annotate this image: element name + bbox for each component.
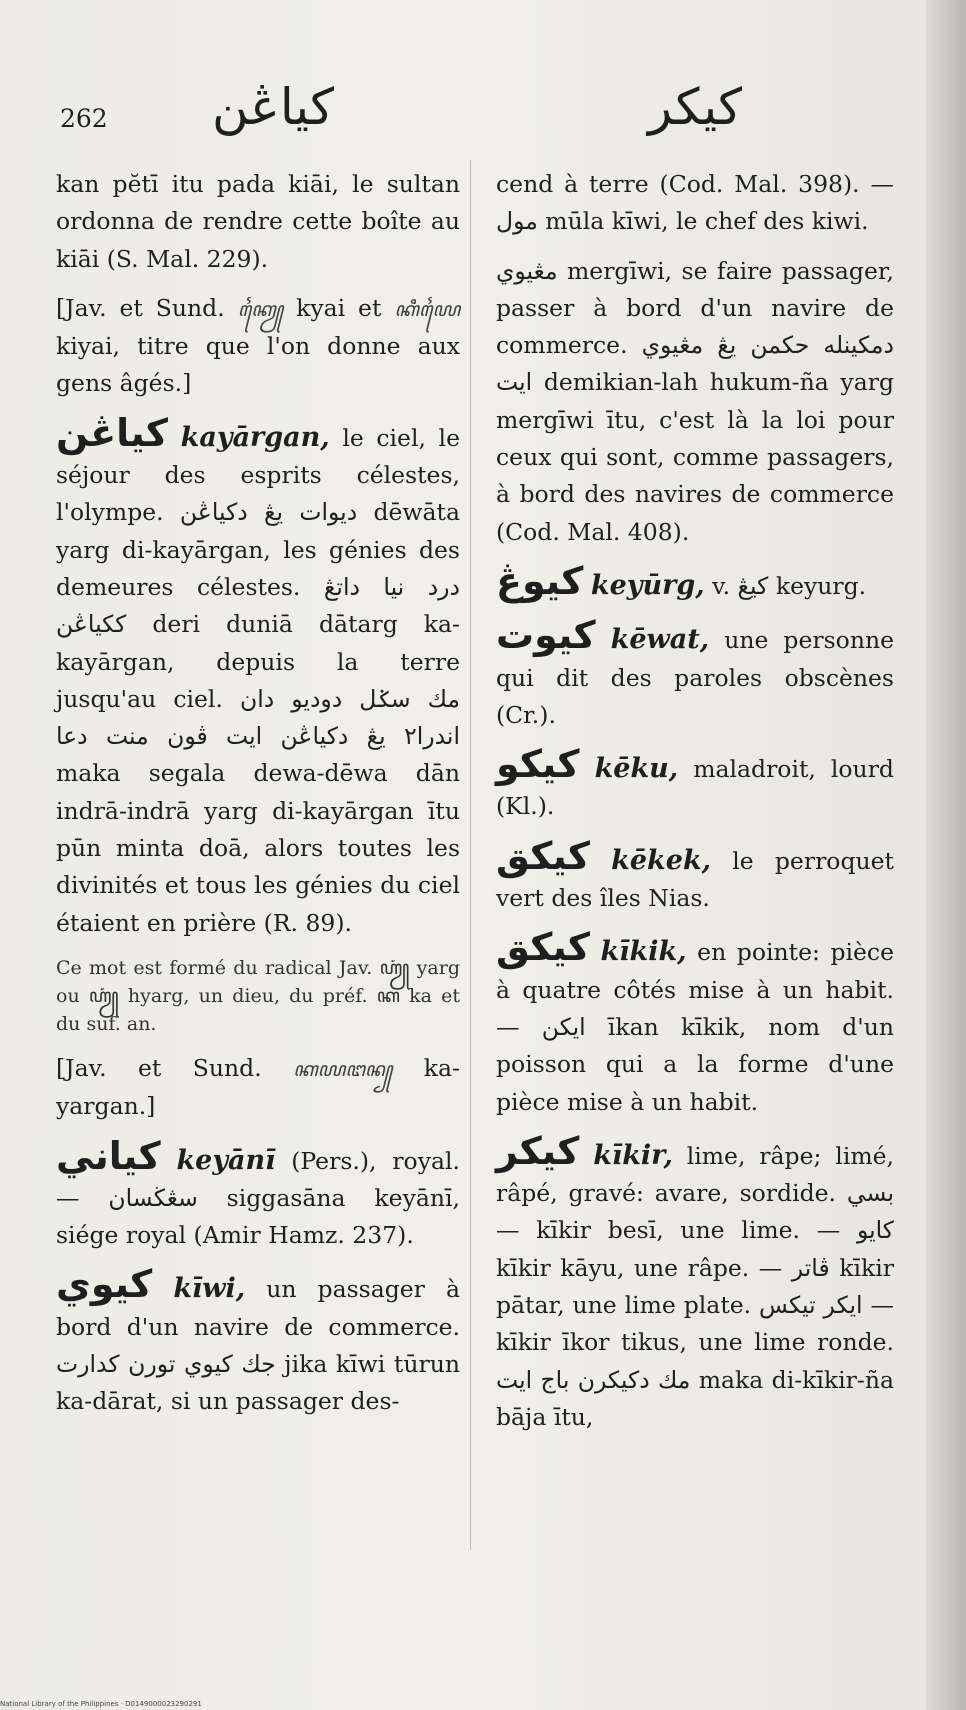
entry-kikir: كيكر kīkir, lime, râpe; limé, râpé, gravé: avare, sordide. بسي — kīkir besī, une lime. — كايو kīkir kāyu, une râpe. — ڤاتر kīkir pātar, une lime plate. تيكس ايكر — kīkir īkor tikus, une lime ronde. مك دكيكرن باج ايت maka di-kīkir-ña bāja ītu, [496, 1128, 894, 1431]
entry-continuation: kan pĕtī itu pada kiāi, le sultan ordonna de rendre cette boîte au kiāi (S. Mal. 229). [56, 170, 460, 273]
running-header-right: كيكر [648, 78, 743, 136]
radical-note: Ce mot est formé du radical Jav. ꦲꦾꦁ yarg ou ꦲꦾꦁ hyarg, un dieu, du préf. ꦏ ka et du suf. an. [56, 956, 460, 1035]
entry-kewat: كيوت kēwat, une personne qui dit des paroles obscènes (Cr.). [496, 613, 894, 729]
left-column [56, 166, 460, 1421]
entry-mergiwi: مڠيوي mergīwi, se faire passager, passer à bord d'un navire de commerce. دمكينله حكمن يڠ مڠيوي ايت demikian-lah hukum-ña yarg mergīwi ītu, c'est là la loi pour ceux qui sont, comme passagers, à bord des navires de commerce (Cod. Mal. 408). [496, 256, 894, 546]
entry-kekek: كيكق kēkek, le perroquet vert des îles Nias. [496, 833, 894, 913]
right-column [496, 166, 894, 1436]
entry-kikik: كيكق kīkik, en pointe: pièce à quatre côtés mise à un habit. — ايكن īkan kīkik, nom d'un poisson qui a la forme d'une pièce mise à un habit. [496, 925, 894, 1116]
scan-footer: National Library of the Philippines · D0149000023290291 [0, 1700, 202, 1708]
entry-kayargan: كياڠن kayārgan, le ciel, le séjour des esprits célestes, l'olympe. ديوات يڠ دكياڠن dēwāta yarg di-kayārgan, les génies des demeures célestes. درد نيا داتڠ ككياڠن deri duniā dātarg ka-kayārgan, depuis la terre jusqu'au ciel. مك سݢل دوديو دان اندرا٢ يڠ دكياڠن ايت ڤون منت دعا maka segala dewa-dēwa dān indrā-indrā yarg di-kayārgan ītu pūn minta doā, alors toutes les divinités et tous les génies du ciel étaient en prière (R. 89). [56, 410, 460, 937]
column-divider [470, 160, 471, 1550]
etymology-note: [Jav. et Sund. ꦏꦾꦻ kyai et ꦏꦶꦪꦻ kiyai, titre que l'on donne aux gens âgés.] [56, 293, 460, 398]
entry-kiwi: كيوي kīwi, un passager à bord d'un navire de commerce. جك كيوي تورن كدارت jika kīwi tūrun ka-dārat, si un passager des- [56, 1262, 460, 1416]
page-number: 262 [60, 104, 108, 133]
entry-kiwi-continuation: cend à terre (Cod. Mal. 398). — مول mūla kīwi, le chef des kiwi. [496, 170, 894, 236]
page-edge-shadow [926, 0, 966, 1710]
javanese-note: [Jav. et Sund. ꦏꦪꦔꦤ꧀ ka-yargan.] [56, 1053, 460, 1121]
entry-keku: كيكو kēku, maladroit, lourd (Kl.). [496, 742, 894, 821]
entry-keyurg: كيوڠ keyūrg, v. كيڠ keyurg. [496, 558, 867, 603]
running-header-left: كياڠن [212, 78, 335, 136]
entry-keyani: كياني keyānī (Pers.), royal. — سڠڬسان siggasāna keyānī, siége royal (Amir Hamz. 237). [56, 1133, 460, 1250]
